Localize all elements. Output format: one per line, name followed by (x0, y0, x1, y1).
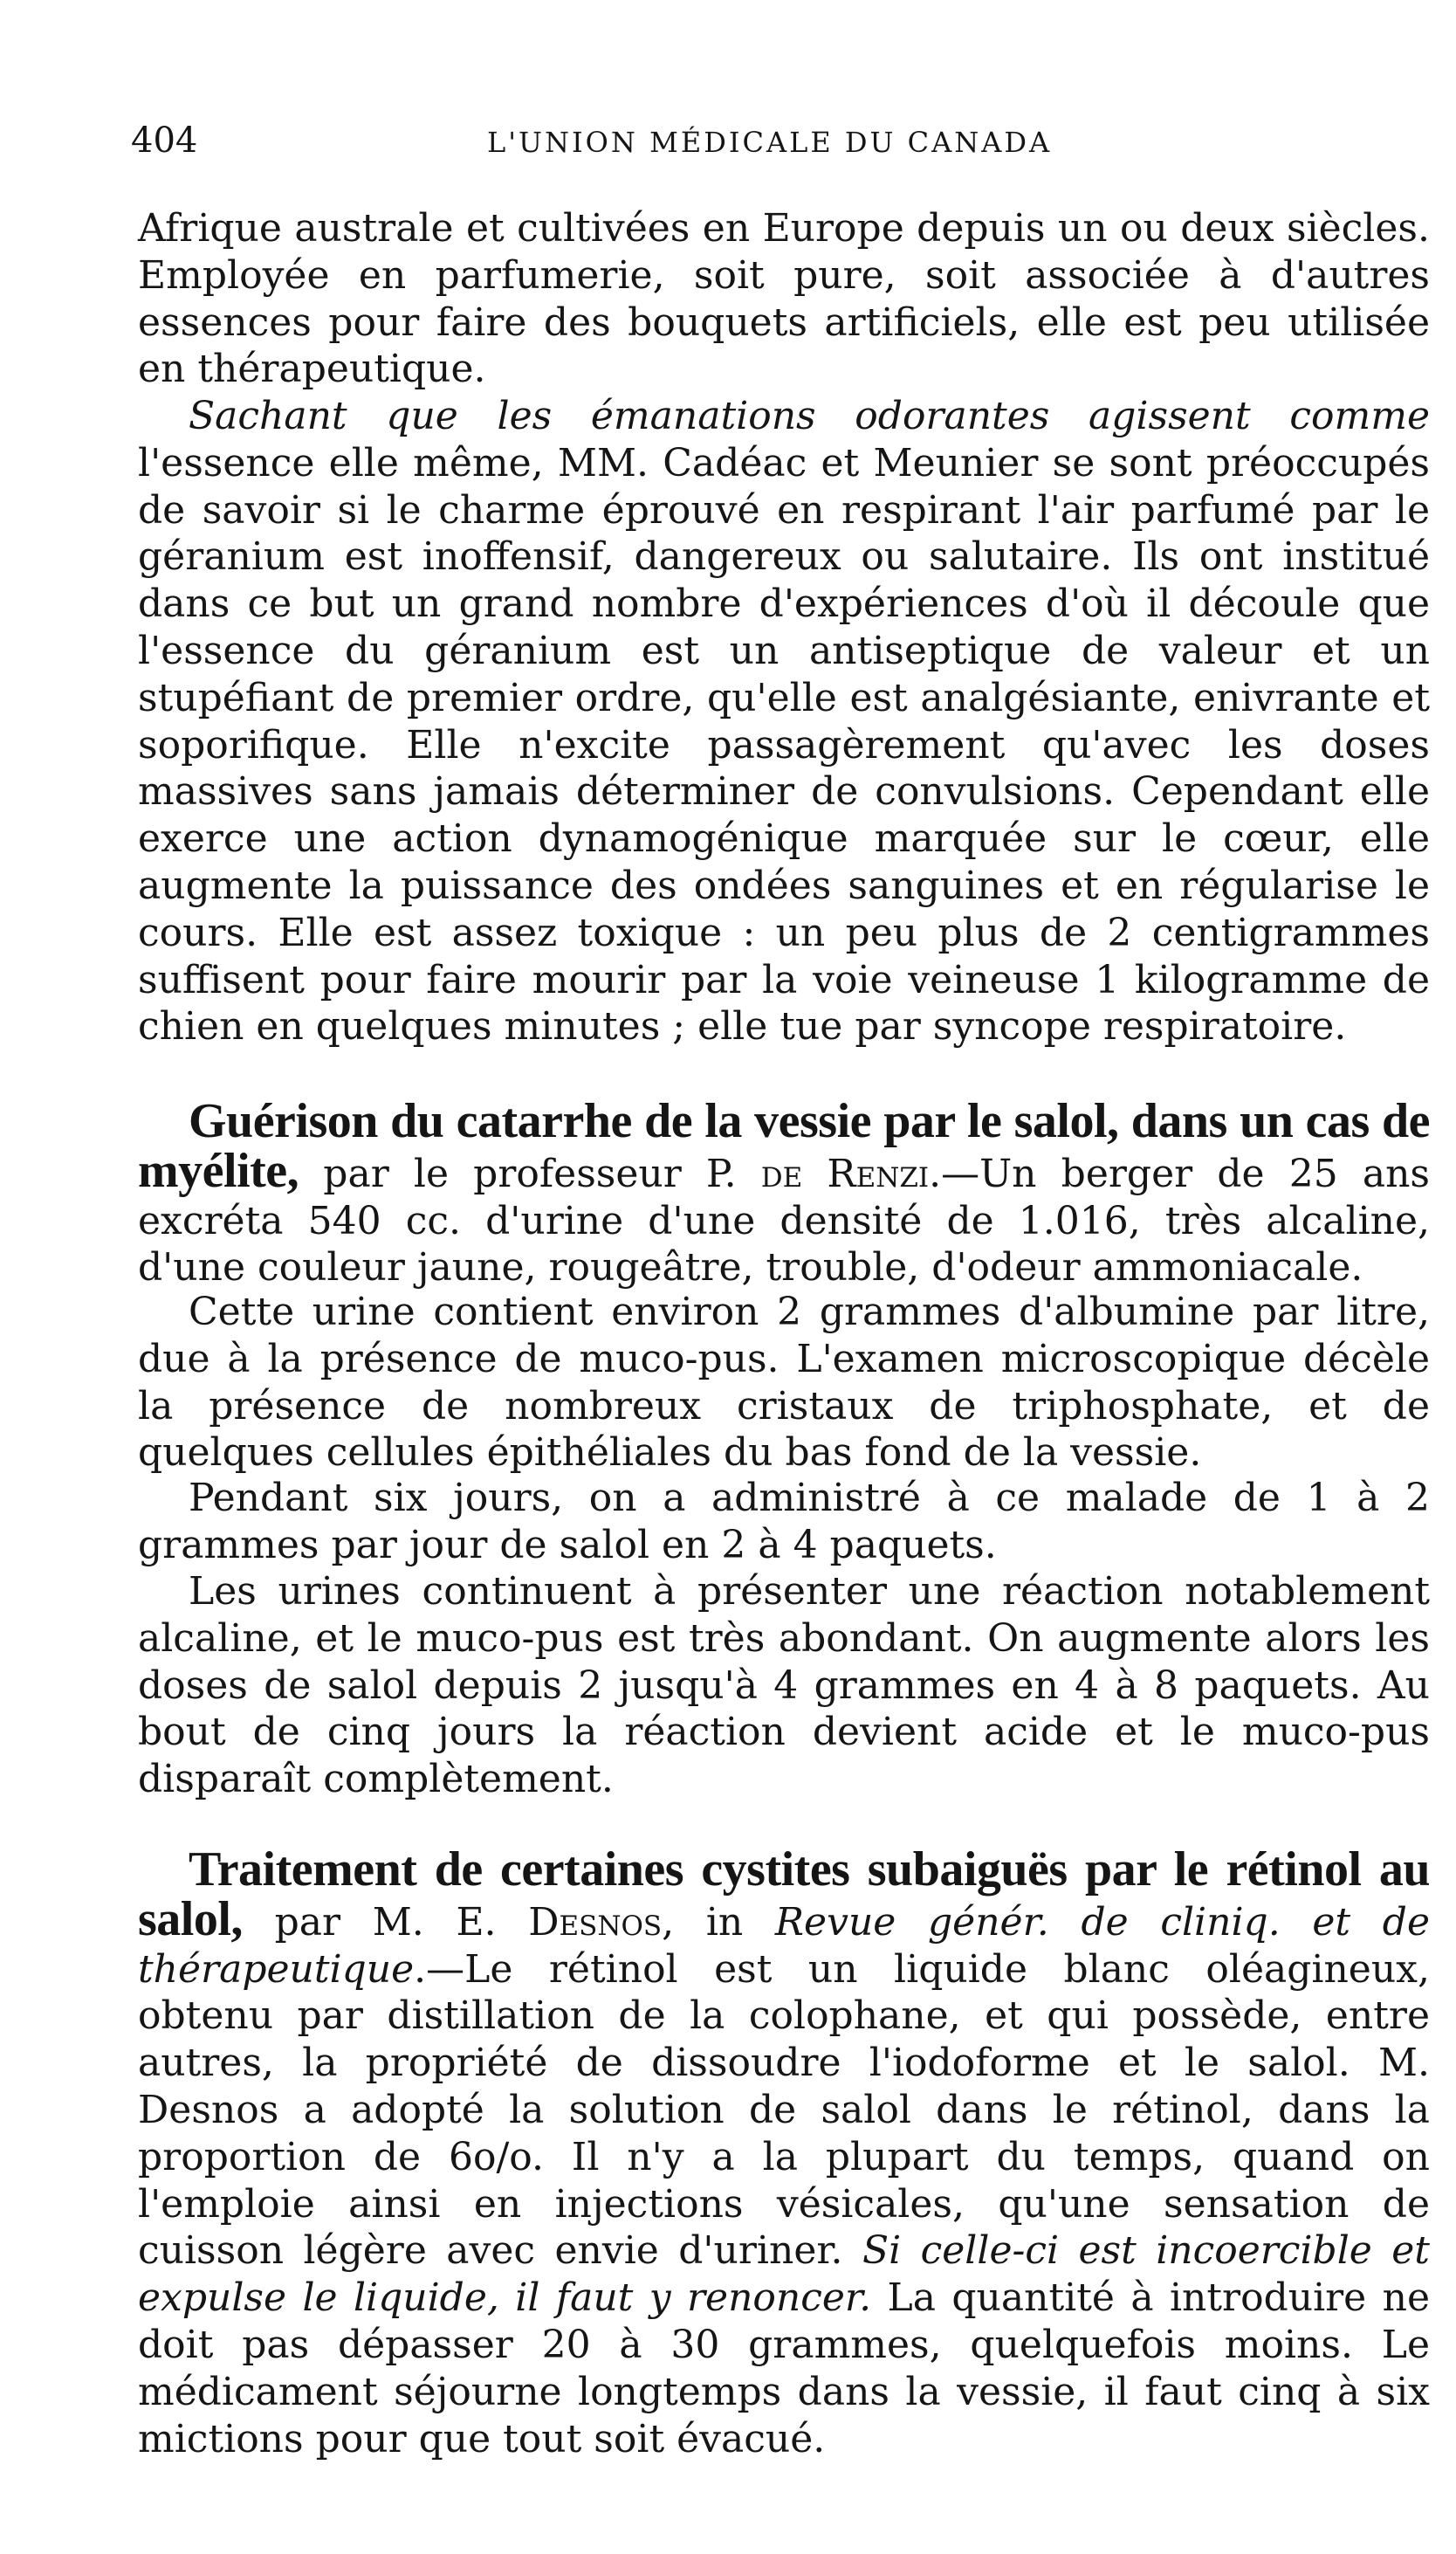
paragraph-treatment-dosage: Pendant six jours, on a administré à ce malade de 1 à 2 grammes par jour de salol en 2 à 4 paquets. (138, 1476, 1430, 1567)
journal-title: L'UNION MÉDICALE DU CANADA (487, 126, 1053, 159)
article-retinol-salol: Traitement de certaines cystites subaiguës par le rétinol au salol, par M. E. Desnos, in Revue génér. de cliniq. et de thérapeutique.—Le rétinol est un liquide blanc oléagineux, obtenu par distillation de la colophane, et qui possède, entre autres, la propriété de dissoudre l'iodoforme et le salol. M. Desnos a adopté la solution de salol dans le rétinol, dans la proportion de 6o/o. Il n'y a la plupart du temps, quand on l'emploie ainsi en injections vésicales, qu'une sensation de cuisson légère avec envie d'uriner. Si celle-ci est incoercible et expulse le liquide, il faut y renoncer. La quantité à introduire ne doit pas dépasser 20 à 30 grammes, quelquefois moins. Le médicament séjourne longtemps dans la vessie, il faut cinq à six mictions pour que tout soit évacué. (138, 1842, 1430, 2461)
journal-reference: Revue génér. de cliniq. et de thérapeutique (138, 1899, 1430, 1992)
paragraph-urine-analysis: Cette urine contient environ 2 grammes d'albumine par litre, due à la présence de muco-pus. L'examen microscopique décèle la présence de nombreux cristaux de triphosphate, et de quelques cellules épithéliales du bas fond de la vessie. (138, 1290, 1430, 1476)
article-salol-catarrh: Guérison du catarrhe de la vessie par le salol, dans un cas de myélite, par le professeur P. de Renzi.—Un berger de 25 ans excréta 540 cc. d'urine d'une densité de 1.016, très alcaline, d'une couleur jaune, rougeâtre, trouble, d'odeur ammoniacale. (138, 1094, 1431, 1291)
author-name: Desnos (528, 1899, 663, 1945)
author-name: de Renzi (760, 1151, 930, 1196)
paragraph-geranium-experiments: Sachant que les émanations odorantes agissent comme l'essence elle même, MM. Cadéac et Meunier se sont préoccupés de savoir si le charme éprouvé en respirant l'air parfumé par le géranium est inoffensif, dangereux ou salutaire. Ils ont institué dans ce but un grand nombre d'expériences d'où il découle que l'essence du géranium est un antiseptique de valeur et un stupéfiant de premier ordre, qu'elle est analgésiante, enivrante et soporifique. Elle n'excite passagèrement qu'avec les doses massives sans jamais déterminer de convulsions. Cependant elle exerce une action dynamogénique marquée sur le cœur, elle augmente la puissance des ondées sanguines et en régularise le cours. Elle est assez toxique : un peu plus de 2 centigrammes suffisent pour faire mourir par la voie veineuse 1 kilogramme de chien en quelques minutes ; elle tue par syncope respiratoire. (138, 394, 1430, 1050)
paragraph-treatment-results: Les urines continuent à présenter une réaction notablement alcaline, et le muco-pus est très abondant. On augmente alors les doses de salol depuis 2 jusqu'à 4 grammes en 4 à 8 paquets. Au bout de cinq jours la réaction devient acide et le muco-pus disparaît complètement. (138, 1569, 1430, 1802)
running-head (131, 120, 1386, 173)
article-title: Guérison du catarrhe de la vessie par le salol, dans un cas de myélite, (138, 1094, 1430, 1198)
page-number: 404 (131, 120, 198, 161)
paragraph-geranium-continued: Afrique australe et cultivées en Europe depuis un ou deux siècles. Employée en parfumerie, soit pure, soit associée à d'autres essences pour faire des bouquets artificiels, elle est peu utilisée en thérapeutique. (138, 206, 1430, 392)
article-title: Traitement de certaines cystites subaiguës par le rétinol au salol, (138, 1842, 1430, 1946)
